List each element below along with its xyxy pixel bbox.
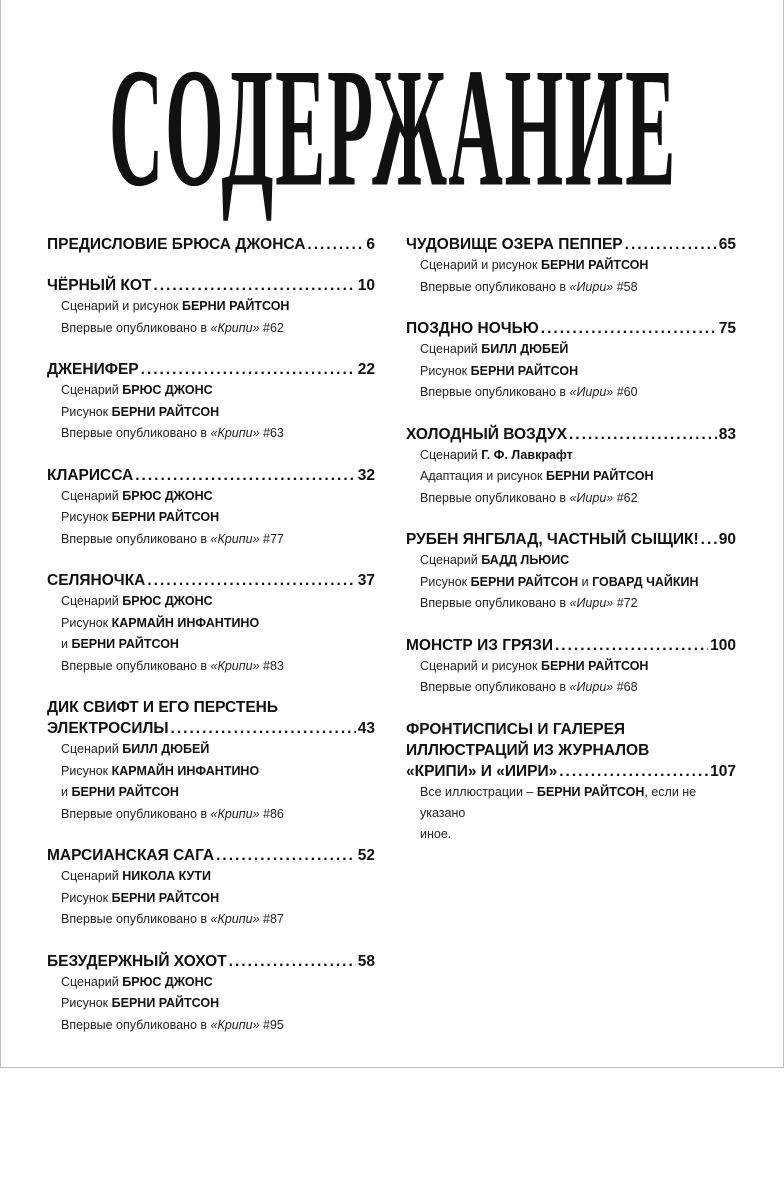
entry-title-line: ФРОНТИСПИСЫ И ГАЛЕРЕЯ	[406, 720, 626, 738]
entry-page-number: 58	[357, 952, 375, 970]
credit-line	[61, 634, 375, 656]
entry-heading	[406, 318, 736, 339]
entry-page-number: 43	[357, 720, 375, 737]
magazine-name: «Иири»	[569, 490, 614, 505]
credit-label: Сценарий	[420, 553, 478, 567]
issue-number: #60	[616, 385, 638, 399]
credit-line	[420, 361, 736, 383]
dot-leader	[555, 635, 708, 656]
credit-name: БЕРНИ РАЙТСОН	[540, 658, 649, 673]
page-title: СОДЕРЖАНИЕ	[108, 32, 678, 222]
credit-label: Адаптация и рисунок	[420, 469, 543, 483]
toc-entry	[406, 424, 736, 510]
credit-name: БЕРНИ РАЙТСОН	[540, 258, 649, 272]
credit-line	[61, 993, 375, 1015]
credit-line	[420, 488, 736, 510]
entry-spacer	[47, 339, 375, 359]
credit-label: Сценарий	[61, 742, 119, 756]
entry-title: ЭЛЕКТРОСИЛЫ	[47, 720, 169, 737]
credit-line	[61, 1015, 375, 1037]
entry-page-number: 75	[718, 320, 736, 337]
credit-line	[61, 318, 375, 340]
credit-label: и	[61, 785, 68, 799]
credit-line	[420, 656, 736, 678]
entry-spacer	[47, 931, 375, 951]
entry-heading	[406, 234, 736, 255]
credit-name: БЕРНИ РАЙТСОН	[111, 996, 220, 1010]
magazine-name: «Иири»	[569, 385, 614, 399]
entry-page-number: 10	[357, 277, 375, 294]
entry-page-number: 37	[357, 572, 375, 589]
issue-number: #68	[616, 680, 638, 694]
magazine-name: «Крипи»	[210, 806, 260, 821]
credit-name: БЕРНИ РАЙТСОН	[470, 574, 579, 589]
toc-entry	[406, 318, 736, 404]
credit-name: БИЛЛ ДЮБЕЙ	[481, 342, 569, 356]
credit-line	[61, 380, 375, 402]
credit-line	[61, 423, 375, 445]
entry-page-number: 32	[357, 466, 375, 484]
entry-spacer	[406, 298, 736, 318]
gallery-note	[420, 782, 736, 824]
toc-right-column	[406, 234, 736, 845]
issue-number: #62	[263, 320, 284, 335]
toc-left-column	[47, 234, 375, 1036]
credit-label: Сценарий и рисунок	[61, 299, 179, 313]
credit-label: Сценарий и рисунок	[420, 258, 538, 272]
magazine-name: «Крипи»	[210, 658, 260, 673]
credit-line	[420, 572, 736, 594]
issue-number: #62	[616, 490, 638, 505]
credit-name: Г. Ф. Лавкрафт	[481, 447, 573, 462]
toc-entry	[47, 697, 375, 825]
credit-line	[420, 277, 736, 299]
credit-name: БЕРНИ РАЙТСОН	[470, 363, 579, 378]
magazine-name: «Иири»	[569, 279, 614, 294]
credit-line	[420, 255, 736, 277]
entry-title: МАРСИАНСКАЯ САГА	[47, 847, 215, 864]
entry-title: МОНСТР ИЗ ГРЯЗИ	[406, 636, 553, 654]
credit-line	[61, 739, 375, 761]
credit-label: Сценарий	[61, 383, 119, 397]
toc-entry	[406, 719, 736, 845]
credit-name: БЕРНИ РАЙТСОН	[181, 299, 290, 313]
credit-name: БЕРНИ РАЙТСОН	[71, 785, 179, 799]
credit-line	[61, 507, 375, 529]
entry-title: ДЖЕНИФЕР	[47, 361, 139, 378]
entry-title: ПРЕДИСЛОВИЕ БРЮСА ДЖОНСА	[47, 236, 306, 253]
credit-conjunction: и	[581, 574, 589, 589]
entry-heading	[47, 275, 375, 296]
credit-line	[61, 866, 375, 888]
credit-label: Сценарий	[61, 594, 119, 608]
magazine-name: «Крипи»	[210, 320, 260, 335]
credit-label: Рисунок	[61, 510, 109, 524]
magazine-name: «Иири»	[569, 596, 614, 610]
toc-entry	[47, 234, 375, 255]
credit-line	[61, 782, 375, 804]
issue-number: #58	[616, 279, 638, 294]
entry-heading	[47, 951, 375, 972]
credit-label: и	[61, 637, 68, 651]
toc-entry	[47, 570, 375, 677]
magazine-name: «Крипи»	[210, 531, 260, 546]
dot-leader	[229, 951, 356, 972]
toc-entry	[47, 951, 375, 1037]
credit-line	[420, 339, 736, 361]
dot-leader	[153, 275, 355, 296]
magazine-name: «Крипи»	[210, 912, 260, 926]
dot-leader	[141, 359, 356, 380]
credit-label: Впервые опубликовано в	[61, 912, 208, 926]
credit-line	[420, 550, 736, 572]
credit-label: Рисунок	[420, 574, 468, 589]
credit-label: Впервые опубликовано в	[420, 279, 567, 294]
issue-number: #87	[263, 912, 284, 926]
credit-label: Впервые опубликовано в	[61, 320, 208, 335]
dot-leader	[541, 318, 717, 339]
credit-name: ГОВАРД ЧАЙКИН	[592, 574, 699, 589]
entry-heading	[406, 424, 736, 445]
credit-name: БРЮС ДЖОНС	[122, 974, 213, 989]
dot-leader	[559, 761, 708, 782]
credit-name: БЕРНИ РАЙТСОН	[111, 510, 220, 524]
credit-label: Впервые опубликовано в	[61, 531, 208, 546]
dot-leader	[216, 845, 356, 866]
entry-title: РУБЕН ЯНГБЛАД, ЧАСТНЫЙ СЫЩИК!	[406, 531, 699, 548]
entry-spacer	[406, 509, 736, 529]
entry-title: БЕЗУДЕРЖНЫЙ ХОХОТ	[47, 952, 227, 970]
credit-line	[61, 972, 375, 994]
magazine-name: «Крипи»	[210, 1017, 260, 1032]
credit-label: Впервые опубликовано в	[420, 385, 567, 399]
entry-title-line: ДИК СВИФТ И ЕГО ПЕРСТЕНЬ	[47, 699, 279, 716]
issue-number: #77	[263, 531, 284, 546]
credit-name: БРЮС ДЖОНС	[122, 488, 213, 503]
credit-line	[420, 382, 736, 404]
credit-label: Рисунок	[61, 615, 109, 630]
credit-line	[61, 761, 375, 783]
credit-label: Впервые опубликовано в	[61, 426, 208, 440]
entry-title-line: ИЛЛЮСТРАЦИЙ ИЗ ЖУРНАЛОВ	[406, 741, 650, 759]
entry-title: КЛАРИССА	[47, 466, 134, 484]
dot-leader	[171, 718, 356, 739]
credit-name: БАДД ЛЬЮИС	[481, 553, 570, 567]
entry-spacer	[406, 615, 736, 635]
entry-heading	[47, 718, 375, 739]
credit-line	[61, 296, 375, 318]
credit-label: Впервые опубликовано в	[420, 596, 567, 610]
credit-name: БРЮС ДЖОНС	[122, 383, 213, 397]
credit-line	[420, 466, 736, 488]
entry-heading	[47, 465, 375, 486]
dot-leader	[569, 424, 717, 445]
issue-number: #72	[616, 596, 638, 610]
credit-line	[61, 804, 375, 826]
credit-label: Рисунок	[420, 363, 468, 378]
credit-name: КАРМАЙН ИНФАНТИНО	[111, 763, 260, 778]
note-text: , если не указано	[420, 784, 697, 820]
issue-number: #63	[263, 426, 284, 440]
credit-name: БЕРНИ РАЙТСОН	[536, 784, 645, 799]
entry-title: СЕЛЯНОЧКА	[47, 572, 146, 589]
credit-label: Впервые опубликовано в	[420, 680, 567, 694]
credit-label: Впервые опубликовано в	[61, 1017, 208, 1032]
toc-entry	[406, 529, 736, 615]
credit-line	[61, 529, 375, 551]
credit-line	[420, 445, 736, 467]
entry-heading	[406, 529, 736, 550]
toc-entry	[47, 465, 375, 551]
credit-line	[420, 677, 736, 699]
credit-label: Рисунок	[61, 763, 109, 778]
entry-title: ПОЗДНО НОЧЬЮ	[406, 320, 539, 337]
toc-entry	[47, 845, 375, 931]
gallery-note-continued: иное.	[420, 826, 452, 841]
entry-page-number: 83	[718, 425, 736, 443]
credit-line	[61, 591, 375, 613]
credit-label: Впервые опубликовано в	[61, 658, 208, 673]
issue-number: #83	[263, 658, 284, 673]
toc-entry	[406, 234, 736, 298]
entry-page-number: 22	[357, 361, 375, 378]
credit-label: Сценарий и рисунок	[420, 658, 538, 673]
entry-spacer	[47, 550, 375, 570]
credit-name: БЕРНИ РАЙТСОН	[545, 469, 654, 483]
entry-spacer	[47, 825, 375, 845]
entry-title: «КРИПИ» И «ИИРИ»	[406, 762, 558, 780]
credit-name: БИЛЛ ДЮБЕЙ	[122, 742, 210, 756]
credit-line	[420, 593, 736, 615]
magazine-name: «Иири»	[569, 680, 614, 694]
entry-spacer	[47, 255, 375, 275]
credit-label: Впервые опубликовано в	[420, 490, 567, 505]
entry-spacer	[47, 445, 375, 465]
issue-number: #95	[263, 1017, 284, 1032]
entry-spacer	[47, 677, 375, 697]
note-text: Все иллюстрации –	[420, 784, 534, 799]
entry-title: ХОЛОДНЫЙ ВОЗДУХ	[406, 425, 567, 443]
credit-label: Рисунок	[61, 404, 109, 419]
entry-heading	[406, 761, 736, 782]
entry-page-number: 107	[710, 762, 736, 780]
entry-spacer	[406, 699, 736, 719]
credit-name: КАРМАЙН ИНФАНТИНО	[111, 615, 260, 630]
toc-entry	[47, 359, 375, 445]
issue-number: #86	[263, 806, 284, 821]
entry-page-number: 52	[357, 847, 375, 864]
credit-name: БЕРНИ РАЙТСОН	[111, 404, 220, 419]
entry-title: ЧЁРНЫЙ КОТ	[47, 277, 152, 294]
entry-spacer	[406, 404, 736, 424]
credit-line	[61, 402, 375, 424]
entry-page-number: 65	[718, 236, 736, 253]
credit-line	[61, 656, 375, 678]
toc-entry	[47, 275, 375, 339]
credit-name: БРЮС ДЖОНС	[122, 594, 213, 608]
credit-label: Сценарий	[61, 869, 119, 883]
credit-name: БЕРНИ РАЙТСОН	[111, 890, 220, 905]
credit-line	[61, 486, 375, 508]
credit-label: Сценарий	[61, 974, 119, 989]
credit-name: НИКОЛА КУТИ	[122, 869, 211, 883]
entry-page-number: 100	[710, 636, 736, 654]
entry-title: ЧУДОВИЩЕ ОЗЕРА ПЕППЕР	[406, 236, 623, 253]
credit-line	[61, 613, 375, 635]
entry-heading	[47, 845, 375, 866]
magazine-name: «Крипи»	[210, 426, 260, 440]
credit-line	[61, 909, 375, 931]
toc-entry	[406, 635, 736, 699]
credit-name: БЕРНИ РАЙТСОН	[71, 637, 179, 651]
entry-heading	[47, 570, 375, 591]
credit-label: Сценарий	[420, 342, 478, 356]
dot-leader	[625, 234, 717, 255]
credit-label: Впервые опубликовано в	[61, 806, 208, 821]
credit-label: Сценарий	[420, 447, 478, 462]
entry-heading	[47, 234, 375, 255]
entry-heading	[47, 359, 375, 380]
credit-label: Сценарий	[61, 488, 119, 503]
credit-line	[61, 888, 375, 910]
dot-leader	[307, 234, 364, 255]
entry-page-number: 90	[718, 531, 736, 548]
entry-page-number: 6	[366, 236, 375, 253]
entry-heading	[406, 635, 736, 656]
credit-label: Рисунок	[61, 996, 109, 1010]
dot-leader	[135, 465, 356, 486]
dot-leader	[147, 570, 355, 591]
dot-leader	[701, 529, 717, 550]
credit-label: Рисунок	[61, 890, 109, 905]
